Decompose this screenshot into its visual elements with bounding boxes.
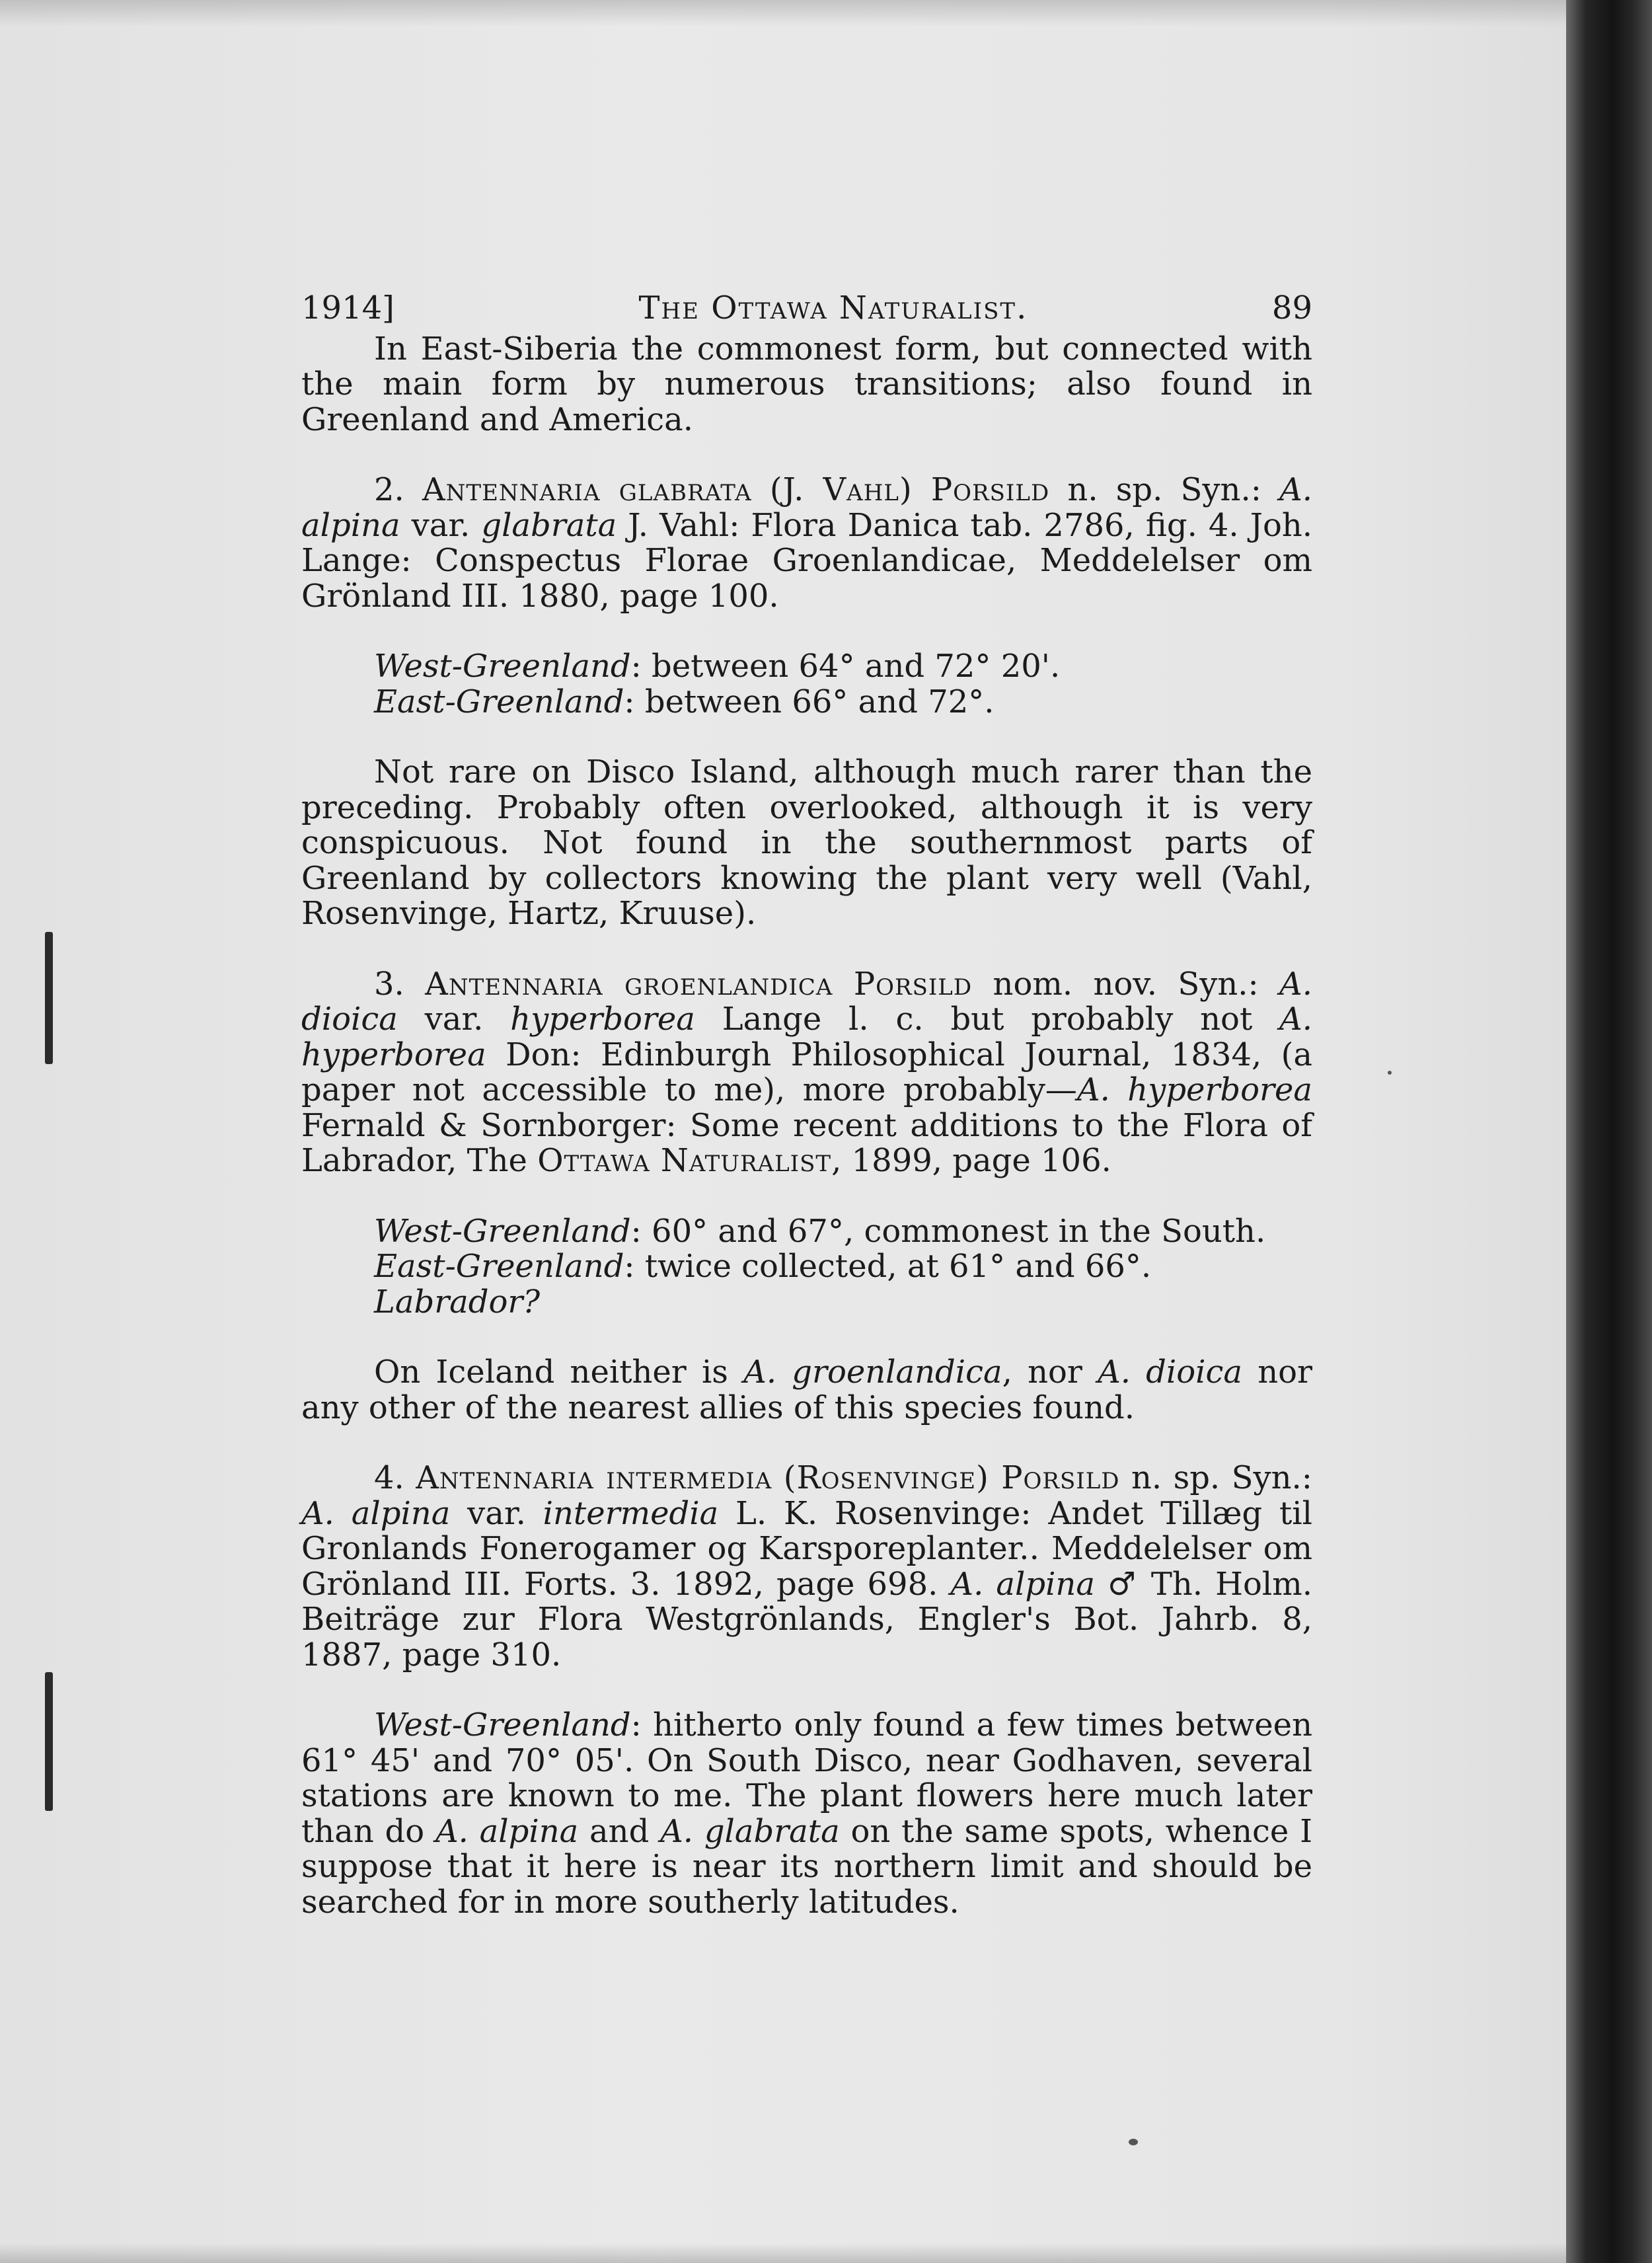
distribution-line: [374, 1249, 1312, 1285]
species-name: Antennaria groenlandica: [425, 965, 833, 1003]
intro-paragraph: In East-Siberia the commonest form, but connected with the main form by numerous transitions; also found in Greenland and America.: [301, 330, 1312, 438]
synonym-reference: Don: Edinburgh Philosophical Journal, 1834, (a paper not accessible to me), more probably—: [301, 1036, 1312, 1108]
species-2-distribution: [301, 649, 1312, 720]
synonym-var: var.: [467, 1494, 526, 1532]
running-head: [301, 291, 1312, 326]
note-species: A. alpina: [435, 1812, 579, 1850]
header-journal: The Ottawa Naturalist.: [638, 289, 1028, 326]
synonym-name: A. alpina: [301, 1494, 451, 1532]
region-name: East-Greenland: [374, 683, 624, 720]
distribution-line: [374, 1214, 1312, 1250]
region-name: Labrador?: [374, 1283, 541, 1321]
synonym-reference: Th. Holm. Beiträge zur Flora Westgrönlands, Engler's Bot. Jahrb. 8, 1887, page 310.: [301, 1565, 1312, 1673]
synonym-variety: hyperborea: [510, 1001, 695, 1038]
distribution-line: [374, 685, 1312, 720]
species-author: (Rosenvinge) Porsild: [783, 1459, 1120, 1496]
synonym-reference: Fernald & Sornborger: Some recent additions to the Flora of Labrador, The: [301, 1106, 1312, 1179]
species-3-distribution: [301, 1214, 1312, 1321]
region-name: West-Greenland: [374, 1212, 631, 1250]
synonym-var: var.: [424, 1001, 484, 1038]
species-2-heading: [301, 473, 1312, 614]
binding-mark: [45, 932, 53, 1064]
note-species: A. dioica: [1098, 1354, 1243, 1391]
distribution-line: [374, 1285, 1312, 1321]
synonym-reference: L. K. Rosenvinge: Andet Tillæg til Gronlands Fonerogamer og Karsporeplanter.. Meddelelser om Grönland III. Forts. 3. 1892, page 698.: [301, 1494, 1312, 1603]
synonym-variety: glabrata: [481, 506, 617, 544]
header-year: 1914]: [301, 289, 394, 326]
region-range: : twice collected, at 61° and 66°.: [624, 1248, 1152, 1285]
species-name: Antennaria intermedia: [416, 1459, 772, 1496]
note-text: on the same spots, whence I suppose that it here is near its northern limit and should be searched for in more southerly latitudes.: [301, 1812, 1313, 1921]
species-3-note: [301, 1355, 1312, 1426]
region-range: : between 64° and 72° 20'.: [630, 648, 1061, 685]
note-text: nor any other of the nearest allies of this species found.: [301, 1354, 1312, 1426]
region-range: : hitherto only found a few times between 61° 45' and 70° 05'. On South Disco, near Godhaven, several stations are known to me. The plant flowers here much later than do: [301, 1707, 1312, 1850]
region-name: West-Greenland: [374, 648, 631, 685]
species-4-distribution: [301, 1708, 1312, 1920]
synonym-var: var.: [411, 506, 470, 544]
synonym-name: A. hyperborea: [1076, 1071, 1312, 1108]
synonym-reference: J. Vahl: Flora Danica tab. 2786, fig. 4. Joh. Lange: Conspectus Florae Groenlandicae, Meddelelser om Grönland III. 1880, page 100.: [301, 506, 1313, 615]
note-text: On Iceland neither is: [374, 1354, 728, 1391]
species-2-note: Not rare on Disco Island, although much rarer than the preceding. Probably often overlooked, although it is very conspicuous. Not found in the southernmost parts of Greenland by collectors knowing the plant very well (Vahl, Rosenvinge, Hartz, Kruuse).: [301, 753, 1312, 932]
region-name: West-Greenland: [374, 1707, 631, 1744]
region-range: : 60° and 67°, commonest in the South.: [630, 1212, 1266, 1250]
note-species: A. groenlandica: [743, 1354, 1002, 1391]
page-content: [301, 291, 1312, 1955]
synonym-reference: Lange l. c. but probably not: [722, 1001, 1253, 1038]
synonym-name: A. dioica: [301, 965, 1312, 1038]
species-author: Porsild: [853, 965, 973, 1003]
synonym-name: A. hyperborea: [301, 1001, 1312, 1073]
journal-name: Ottawa Naturalist: [537, 1142, 832, 1179]
synonym-name: A. alpina ♂: [950, 1565, 1139, 1603]
species-status: nom. nov. Syn.:: [993, 965, 1259, 1003]
note-species: A. glabrata: [660, 1812, 840, 1850]
dust-speck: [1388, 1071, 1392, 1075]
header-page-number: 89: [1271, 289, 1312, 326]
synonym-name: A. alpina: [301, 471, 1313, 544]
dust-speck: [1129, 2139, 1138, 2145]
species-number: 3.: [374, 965, 404, 1003]
region-range: : between 66° and 72°.: [624, 683, 995, 720]
note-text: and: [589, 1812, 650, 1850]
species-name: Antennaria glabrata: [422, 471, 752, 508]
species-status: n. sp. Syn.:: [1131, 1459, 1312, 1496]
species-status: n. sp. Syn.:: [1067, 471, 1261, 508]
synonym-reference: , 1899, page 106.: [831, 1142, 1111, 1179]
region-name: East-Greenland: [374, 1248, 624, 1285]
page-shadow-bottom: [0, 2243, 1566, 2263]
binding-mark: [45, 1672, 53, 1811]
species-author: (J. Vahl) Porsild: [769, 471, 1050, 508]
page-shadow-top: [0, 0, 1566, 26]
species-number: 2.: [374, 471, 404, 508]
note-text: , nor: [1002, 1354, 1082, 1391]
species-3-heading: [301, 967, 1312, 1179]
synonym-variety: intermedia: [543, 1494, 719, 1532]
distribution-line: [374, 649, 1312, 685]
species-4-heading: [301, 1461, 1312, 1673]
species-number: 4.: [374, 1459, 404, 1496]
book-edge: [1566, 0, 1652, 2263]
